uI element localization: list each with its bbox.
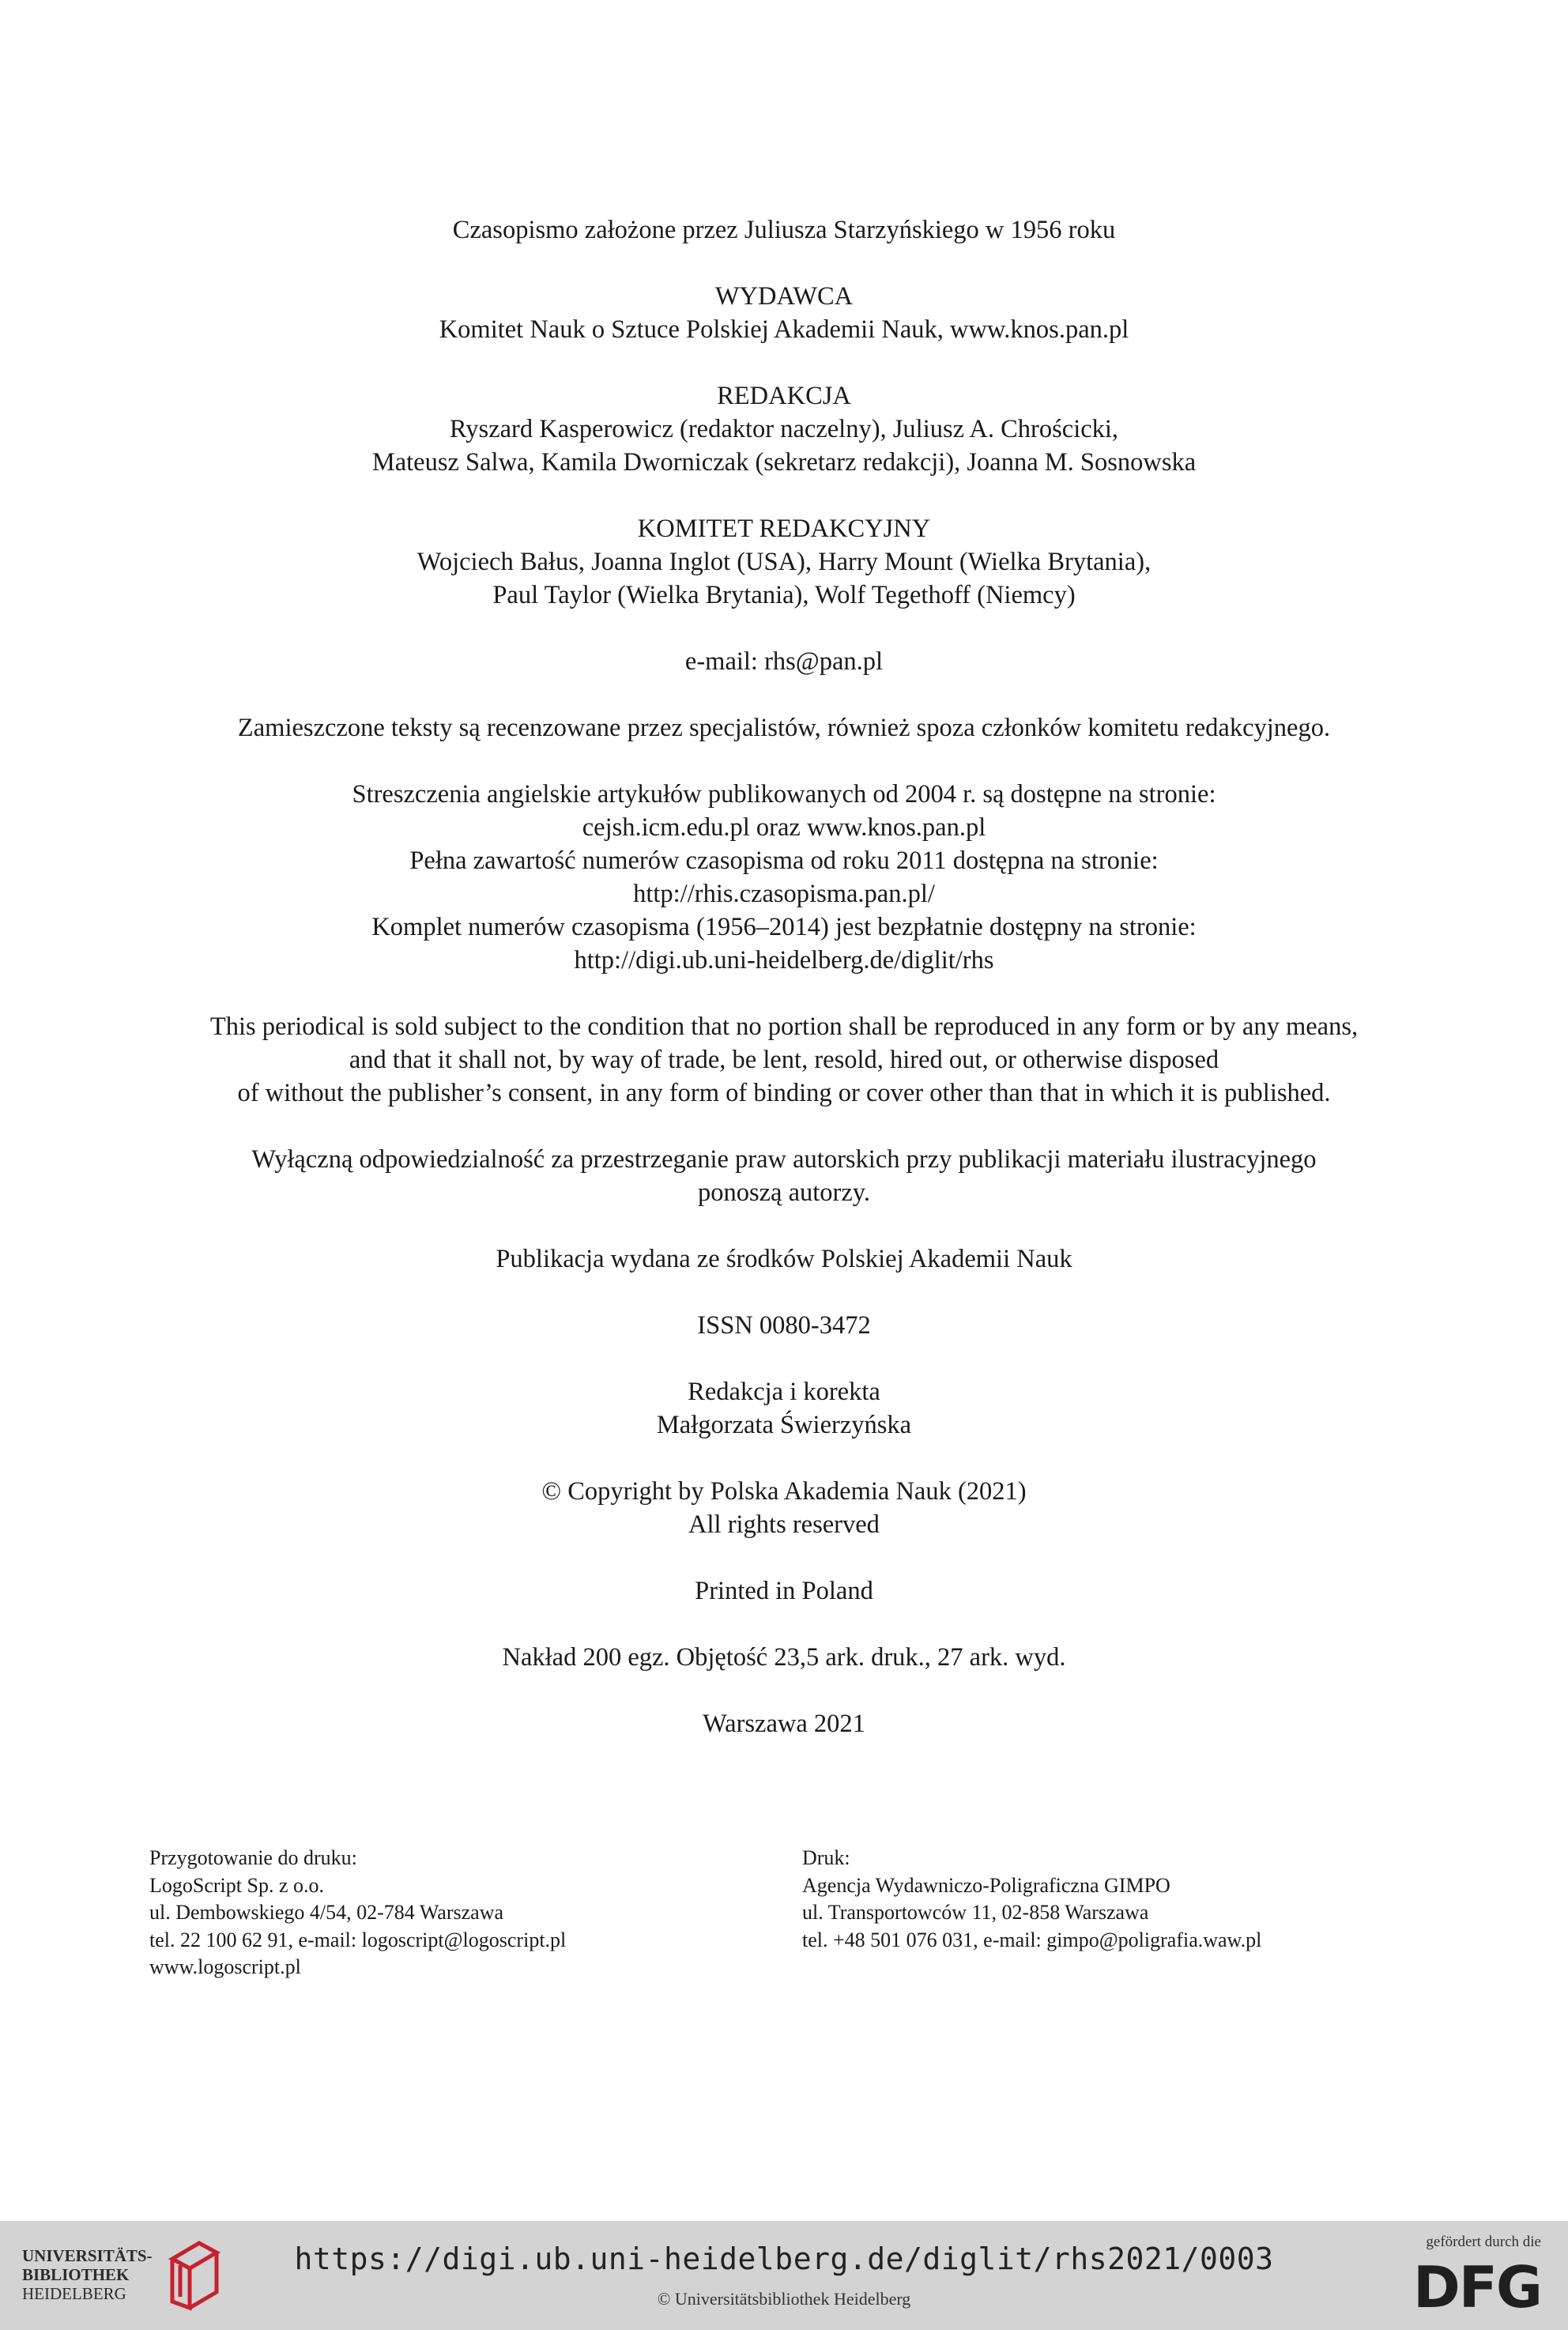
library-name-line: BIBLIOTHEK <box>22 2265 130 2284</box>
dfg-wordmark: DFG <box>1412 2254 1541 2321</box>
proofreading-heading: Redakcja i korekta <box>688 1378 880 1406</box>
prepress-line: tel. 22 100 62 91, e-mail: logoscript@logoscript.pl <box>149 1928 567 1951</box>
printing-line: Agencja Wydawniczo-Poligraficzna GIMPO <box>802 1873 1170 1897</box>
printing-info <box>802 1845 1261 1954</box>
prepress-line: ul. Dembowskiego 4/54, 02-784 Warszawa <box>149 1901 504 1924</box>
colophon-main <box>0 213 1568 1774</box>
responsibility-block <box>0 1143 1568 1209</box>
condition-block <box>0 1010 1568 1110</box>
availability-line: Komplet numerów czasopisma (1956–2014) jest bezpłatnie dostępny na stronie: <box>371 913 1197 941</box>
availability-line: cejsh.icm.edu.pl oraz www.knos.pan.pl <box>582 813 986 842</box>
prepress-line: www.logoscript.pl <box>149 1955 301 1978</box>
printed-block <box>0 1574 1568 1608</box>
availability-line: Streszczenia angielskie artykułów publikowanych od 2004 r. są dostępne na stronie: <box>352 780 1216 809</box>
condition-line: and that it shall not, by way of trade, be lent, resold, hired out, or otherwise disposed <box>349 1046 1219 1074</box>
library-name-line: HEIDELBERG <box>22 2284 126 2303</box>
printing-line: tel. +48 501 076 031, e-mail: gimpo@poligrafia.waw.pl <box>802 1928 1262 1951</box>
availability-line: http://rhis.czasopisma.pan.pl/ <box>633 880 935 908</box>
editorial-heading: REDAKCJA <box>717 382 851 410</box>
editorial-line: Mateusz Salwa, Kamila Dworniczak (sekretarz redakcji), Joanna M. Sosnowska <box>371 448 1197 477</box>
place-year-block <box>0 1707 1568 1740</box>
board-block <box>0 512 1568 612</box>
prepress-line: LogoScript Sp. z o.o. <box>149 1873 324 1897</box>
responsibility-line: ponoszą autorzy. <box>697 1178 871 1207</box>
copyright-text: © Copyright by Polska Akademia Nauk (2021) <box>541 1477 1027 1506</box>
email-block <box>0 645 1568 678</box>
publisher-block <box>0 280 1568 346</box>
prepress-info <box>149 1845 566 1981</box>
publisher-text: Komitet Nauk o Sztuce Polskiej Akademii Nauk, www.knos.pan.pl <box>439 315 1129 344</box>
rights-text: All rights reserved <box>688 1510 880 1539</box>
review-block <box>0 711 1568 745</box>
funding-block <box>0 1242 1568 1276</box>
library-name-line: UNIVERSITÄTS- <box>22 2246 153 2265</box>
printed-text: Printed in Poland <box>695 1577 873 1605</box>
copyright-block <box>0 1475 1568 1541</box>
availability-line: http://digi.ub.uni-heidelberg.de/diglit/rhs <box>574 946 994 975</box>
board-heading: KOMITET REDAKCYJNY <box>637 515 931 543</box>
library-copyright: © Universitätsbibliothek Heidelberg <box>657 2289 911 2309</box>
place-year-text: Warszawa 2021 <box>703 1710 865 1738</box>
edition-text: Nakład 200 egz. Objętość 23,5 ark. druk., 27 ark. wyd. <box>502 1643 1066 1672</box>
founded-text: Czasopismo założone przez Juliusza Starzyńskiego w 1956 roku <box>452 216 1116 244</box>
printing-line: ul. Transportowców 11, 02-858 Warszawa <box>802 1901 1149 1924</box>
condition-line: of without the publisher’s consent, in any form of binding or cover other than that in which it is published. <box>237 1079 1331 1107</box>
review-note: Zamieszczone teksty są recenzowane przez specjalistów, również spoza członków komitetu redakcyjnego. <box>237 714 1331 742</box>
board-line: Paul Taylor (Wielka Brytania), Wolf Tegethoff (Niemcy) <box>492 581 1076 609</box>
condition-line: This periodical is sold subject to the condition that no portion shall be reproduced in any form or by any means, <box>209 1012 1359 1041</box>
publisher-heading: WYDAWCA <box>714 282 854 311</box>
proofreading-block <box>0 1375 1568 1442</box>
responsibility-line: Wyłączną odpowiedzialność za przestrzeganie praw autorskich przy publikacji materiału ilustracyjnego <box>251 1145 1317 1174</box>
permalink-url[interactable]: https://digi.ub.uni-heidelberg.de/diglit/rhs2021/0003 <box>294 2241 1274 2276</box>
availability-block <box>0 778 1568 977</box>
proofreading-name: Małgorzata Świerzyńska <box>656 1411 912 1439</box>
editorial-block <box>0 379 1568 479</box>
prepress-line: Przygotowanie do druku: <box>149 1846 357 1869</box>
printing-line: Druk: <box>802 1846 850 1869</box>
funded-by-text: gefördert durch die <box>1426 2234 1541 2250</box>
email-text: e-mail: rhs@pan.pl <box>684 647 884 676</box>
board-line: Wojciech Bałus, Joanna Inglot (USA), Harry Mount (Wielka Brytania), <box>416 548 1152 576</box>
editorial-line: Ryszard Kasperowicz (redaktor naczelny), Juliusz A. Chrościcki, <box>449 415 1119 443</box>
issn-block <box>0 1309 1568 1342</box>
issn-text: ISSN 0080-3472 <box>697 1311 871 1340</box>
availability-line: Pełna zawartość numerów czasopisma od roku 2011 dostępna na stronie: <box>409 846 1159 875</box>
funding-text: Publikacja wydana ze środków Polskiej Akademii Nauk <box>496 1245 1072 1273</box>
edition-block <box>0 1641 1568 1674</box>
founded-block <box>0 213 1568 247</box>
dfg-logo[interactable] <box>1367 2234 1541 2321</box>
